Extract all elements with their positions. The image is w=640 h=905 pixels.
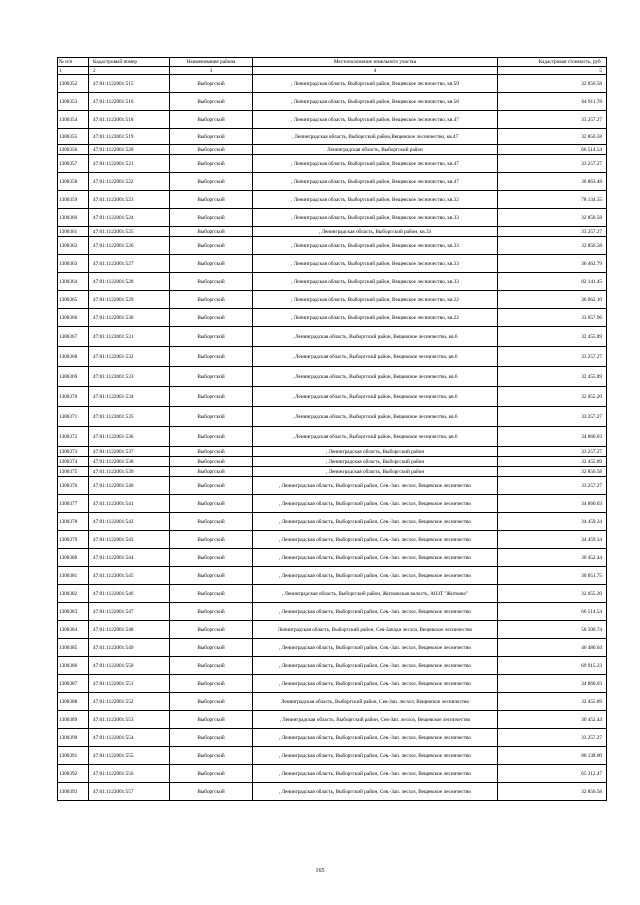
cadastral-value: 33 257.27: [498, 477, 607, 495]
cadastral-value: 30 452.44: [498, 711, 607, 729]
cadastral-value: 32 455.89: [498, 367, 607, 387]
document-sheet: [57, 57, 602, 801]
row-index: 1300377: [58, 495, 89, 513]
header-index: № п/п: [58, 58, 89, 67]
cadastral-value: 32 055.20: [498, 585, 607, 603]
table-column-number-row: [58, 67, 607, 75]
district-name: Выборгский: [170, 567, 253, 585]
cadastral-value: 34 860.03: [498, 495, 607, 513]
table-row: [58, 145, 607, 155]
row-index: 1300365: [58, 291, 89, 309]
cadastral-number: 47:01:1122001:541: [89, 495, 170, 513]
table-row: [58, 675, 607, 693]
cadastral-value: 34 459.34: [498, 513, 607, 531]
parcel-location: , Ленинградская область, Выборгский район, Сев.-Зап. лесхоз, Вещевское лесничество: [253, 531, 498, 549]
cadastral-number: 47:01:1122001:543: [89, 531, 170, 549]
district-name: Выборгский: [170, 347, 253, 367]
table-row: [58, 237, 607, 255]
cadastral-value: 69 915.23: [498, 657, 607, 675]
district-name: Выборгский: [170, 427, 253, 447]
parcel-location: , Ленинградская область, Выборгский район, Сев.-Зап. лесхоз, Вещевское лесничество: [253, 495, 498, 513]
parcel-location: , Ленинградская область, Выборгский район, Сев.-Зап. лесхоз, Вещевское лесничество: [253, 513, 498, 531]
cadastral-number: 47:01:1122001:519: [89, 129, 170, 145]
parcel-location: , Ленинградская область, Выборгский район: [253, 467, 498, 477]
cadastral-number: 47:01:1122001:545: [89, 567, 170, 585]
table-row: [58, 567, 607, 585]
table-row: [58, 327, 607, 347]
row-index: 1300386: [58, 657, 89, 675]
row-index: 1300378: [58, 513, 89, 531]
cadastral-value: 80 138.00: [498, 747, 607, 765]
table-row: [58, 603, 607, 621]
table-row: [58, 693, 607, 711]
district-name: Выборгский: [170, 227, 253, 237]
cadastral-number: 47:01:1122001:527: [89, 255, 170, 273]
district-name: Выборгский: [170, 549, 253, 567]
parcel-location: , Ленинградская область, Выборгский район, Вещевское лесничество, кв.33: [253, 255, 498, 273]
cadastral-number: 47:01:1122001:553: [89, 711, 170, 729]
row-index: 1300357: [58, 155, 89, 173]
cadastral-number: 47:01:1122001:548: [89, 621, 170, 639]
district-name: Выборгский: [170, 457, 253, 467]
cadastral-number: 47:01:1122001:549: [89, 639, 170, 657]
parcel-location: , Ленинградская область, Выборгский район, Вещевское лесничество, кв.59: [253, 75, 498, 93]
district-name: Выборгский: [170, 639, 253, 657]
parcel-location: , Ленинградская область, Выборгский район, Сев.-Зап. лесхоз, Вещевское лесничество: [253, 639, 498, 657]
cadastral-number: 47:01:1122001:535: [89, 407, 170, 427]
parcel-location: , Ленинградская область, Выборгский район, Сев-Зап. лесхоз, Вещевское лесничество: [253, 711, 498, 729]
row-index: 1300359: [58, 191, 89, 209]
parcel-location: Ленинградская область, Выборгский район, Сев-Зап. лесхоз, Вещевское лесничество: [253, 693, 498, 711]
cadastral-number: 47:01:1122001:529: [89, 291, 170, 309]
cadastral-number: 47:01:1122001:526: [89, 237, 170, 255]
table-row: [58, 93, 607, 111]
table-row: [58, 467, 607, 477]
table-row: [58, 495, 607, 513]
table-row: [58, 75, 607, 93]
parcel-location: , Ленинградская область, Выборгский район, кв.33: [253, 227, 498, 237]
cadastral-value: 33 657.96: [498, 309, 607, 327]
table-row: [58, 747, 607, 765]
parcel-location: , Ленинградская область, Выборгский район, Сев.-Зап. лесхоз, Вещевское лесничество: [253, 477, 498, 495]
column-number: 5: [498, 67, 607, 75]
cadastral-number: 47:01:1122001:554: [89, 729, 170, 747]
table-row: [58, 347, 607, 367]
cadastral-number: 47:01:1122001:538: [89, 457, 170, 467]
cadastral-number: 47:01:1122001:525: [89, 227, 170, 237]
row-index: 1300366: [58, 309, 89, 327]
table-row: [58, 427, 607, 447]
cadastral-number: 47:01:1122001:539: [89, 467, 170, 477]
table-row: [58, 367, 607, 387]
district-name: Выборгский: [170, 191, 253, 209]
table-body: [58, 75, 607, 801]
district-name: Выборгский: [170, 111, 253, 129]
table-row: [58, 309, 607, 327]
cadastral-number: 47:01:1122001:537: [89, 447, 170, 457]
row-index: 1300368: [58, 347, 89, 367]
row-index: 1300364: [58, 273, 89, 291]
district-name: Выборгский: [170, 495, 253, 513]
cadastral-number: 47:01:1122001:551: [89, 675, 170, 693]
cadastral-value: 32 856.58: [498, 129, 607, 145]
parcel-location: , Ленинградская область, Выборгский район, Вещевское лесничество, кв.6: [253, 387, 498, 407]
cadastral-value: 32 856.58: [498, 209, 607, 227]
district-name: Выборгский: [170, 327, 253, 347]
district-name: Выборгский: [170, 273, 253, 291]
cadastral-number: 47:01:1122001:533: [89, 367, 170, 387]
cadastral-number: 47:01:1122001:518: [89, 111, 170, 129]
row-index: 1300390: [58, 729, 89, 747]
row-index: 1300381: [58, 567, 89, 585]
cadastral-number: 47:01:1122001:556: [89, 765, 170, 783]
district-name: Выборгский: [170, 729, 253, 747]
parcel-location: , Ленинградская область, Выборгский район, Вещевское лесничество, кв.22: [253, 309, 498, 327]
cadastral-number: 47:01:1122001:555: [89, 747, 170, 765]
parcel-location: , Ленинградская область, Выборгский район, Вещевское лесничество, кв.33: [253, 209, 498, 227]
row-index: 1300375: [58, 467, 89, 477]
cadastral-value: 46 480.04: [498, 639, 607, 657]
cadastral-number: 47:01:1122001:528: [89, 273, 170, 291]
cadastral-number: 47:01:1122001:547: [89, 603, 170, 621]
parcel-location: , Ленинградская область, Выборгский район, Сев.-Зап. лесхоз, Вещевское лесничество: [253, 783, 498, 801]
row-index: 1300373: [58, 447, 89, 457]
row-index: 1300352: [58, 75, 89, 93]
row-index: 1300388: [58, 693, 89, 711]
cadastral-value: 32 856.58: [498, 783, 607, 801]
cadastral-number: 47:01:1122001:522: [89, 173, 170, 191]
district-name: Выборгский: [170, 255, 253, 273]
district-name: Выборгский: [170, 367, 253, 387]
table-row: [58, 621, 607, 639]
parcel-location: , Ленинградская область, Выборгский район, Сев.-Зап. лесхоз, Вещевское лесничество: [253, 549, 498, 567]
district-name: Выборгский: [170, 657, 253, 675]
row-index: 1300393: [58, 783, 89, 801]
row-index: 1300392: [58, 765, 89, 783]
district-name: Выборгский: [170, 585, 253, 603]
parcel-location: , Ленинградская область, Выборгский район, Вещевское лесничество, кв.6: [253, 367, 498, 387]
cadastral-number: 47:01:1122001:521: [89, 155, 170, 173]
cadastral-number: 47:01:1122001:557: [89, 783, 170, 801]
row-index: 1300361: [58, 227, 89, 237]
row-index: 1300380: [58, 549, 89, 567]
row-index: 1300372: [58, 427, 89, 447]
district-name: Выборгский: [170, 209, 253, 227]
cadastral-number: 47:01:1122001:552: [89, 693, 170, 711]
parcel-location: , Ленинградская область, Выборгский район, Сев.-Зап. лесхоз, Вещевское лесничество: [253, 747, 498, 765]
parcel-location: , Ленинградская область, Выборгский район, Вещевское лесничество, кв.47: [253, 111, 498, 129]
row-index: 1300387: [58, 675, 89, 693]
table-row: [58, 209, 607, 227]
table-row: [58, 457, 607, 467]
district-name: Выборгский: [170, 621, 253, 639]
cadastral-value: 82 141.45: [498, 273, 607, 291]
header-district: Наименование района: [170, 58, 253, 67]
header-cadastral-value: Кадастровая стоимость, руб.: [498, 58, 607, 67]
district-name: Выборгский: [170, 387, 253, 407]
row-index: 1300371: [58, 407, 89, 427]
cadastral-number: 47:01:1122001:536: [89, 427, 170, 447]
table-row: [58, 477, 607, 495]
cadastral-number: 47:01:1122001:520: [89, 145, 170, 155]
row-index: 1300369: [58, 367, 89, 387]
row-index: 1300384: [58, 621, 89, 639]
row-index: 1300353: [58, 93, 89, 111]
table-row: [58, 585, 607, 603]
cadastral-value: 32 455.89: [498, 327, 607, 347]
cadastral-value: 33 257.27: [498, 447, 607, 457]
row-index: 1300370: [58, 387, 89, 407]
parcel-location: , Ленинградская область, Выборгский район, Вещевское лесничество, кв.6: [253, 427, 498, 447]
cadastral-value: 30 051.75: [498, 567, 607, 585]
row-index: 1300358: [58, 173, 89, 191]
cadastral-number: 47:01:1122001:530: [89, 309, 170, 327]
parcel-location: , Ленинградская область, Выборгский район, Сев.-Зап. лесхоз, Вещевское лесничество: [253, 603, 498, 621]
cadastral-value: 64 911.78: [498, 93, 607, 111]
district-name: Выборгский: [170, 467, 253, 477]
cadastral-value: 78 134.55: [498, 191, 607, 209]
district-name: Выборгский: [170, 783, 253, 801]
district-name: Выборгский: [170, 145, 253, 155]
district-name: Выборгский: [170, 693, 253, 711]
cadastral-value: 36 863.48: [498, 173, 607, 191]
parcel-location: , Ленинградская область, Выборгский район: [253, 447, 498, 457]
district-name: Выборгский: [170, 237, 253, 255]
table-row: [58, 111, 607, 129]
row-index: 1300382: [58, 585, 89, 603]
row-index: 1300383: [58, 603, 89, 621]
table-row: [58, 129, 607, 145]
table-row: [58, 711, 607, 729]
cadastral-number: 47:01:1122001:515: [89, 75, 170, 93]
district-name: Выборгский: [170, 93, 253, 111]
parcel-location: , Ленинградская область, Выборгский район, Вещевское лесничество, кв.47: [253, 173, 498, 191]
table-row: [58, 387, 607, 407]
table-row: [58, 657, 607, 675]
row-index: 1300376: [58, 477, 89, 495]
district-name: Выборгский: [170, 477, 253, 495]
header-location: Местоположение земельного участка: [253, 58, 498, 67]
table-row: [58, 765, 607, 783]
cadastral-value: 33 257.27: [498, 155, 607, 173]
table-row: [58, 227, 607, 237]
cadastral-number: 47:01:1122001:534: [89, 387, 170, 407]
table-row: [58, 549, 607, 567]
cadastral-value: 33 257.27: [498, 347, 607, 367]
table-row: [58, 173, 607, 191]
table-row: [58, 447, 607, 457]
parcel-location: , Ленинградская область, Выборгский район, Вещевское лесничество, кв.33: [253, 273, 498, 291]
table-row: [58, 255, 607, 273]
parcel-location: , Ленинградская область, Выборгский район, Сев.-Зап. лесхоз, Вещевское лесничество: [253, 657, 498, 675]
table-row: [58, 273, 607, 291]
column-number: 4: [253, 67, 498, 75]
cadastral-value: 36 462.79: [498, 255, 607, 273]
page-number: 165: [315, 868, 325, 874]
table-row: [58, 407, 607, 427]
cadastral-value: 32 856.58: [498, 237, 607, 255]
table-row: [58, 531, 607, 549]
cadastral-value: 36 062.10: [498, 291, 607, 309]
cadastral-value: 58 500.74: [498, 621, 607, 639]
parcel-location: , Ленинградская область, Выборгский район, Вещевское лесничество, кв.47: [253, 155, 498, 173]
row-index: 1300360: [58, 209, 89, 227]
parcel-location: Ленинградская область, Выборгский район: [253, 145, 498, 155]
table-row: [58, 291, 607, 309]
row-index: 1300363: [58, 255, 89, 273]
parcel-location: , Ленинградская область, Выборгский район, Сев.-Зап. лесхоз, Вещевское лесничество: [253, 765, 498, 783]
cadastral-value: 32 055.20: [498, 387, 607, 407]
parcel-location: , Ленинградская область, Выборгский район: [253, 457, 498, 467]
cadastral-number: 47:01:1122001:544: [89, 549, 170, 567]
district-name: Выборгский: [170, 75, 253, 93]
row-index: 1300389: [58, 711, 89, 729]
parcel-location: , Ленинградская область, Выборгский район, Вещевское лесничество, кв.6: [253, 347, 498, 367]
district-name: Выборгский: [170, 711, 253, 729]
cadastral-value: 33 257.27: [498, 407, 607, 427]
row-index: 1300362: [58, 237, 89, 255]
cadastral-value: 33 257.27: [498, 227, 607, 237]
table-row: [58, 639, 607, 657]
district-name: Выборгский: [170, 675, 253, 693]
parcel-location: , Ленинградская область, Выборгский район, Вещевское лесничество, кв.6: [253, 327, 498, 347]
cadastral-value: 66 514.54: [498, 145, 607, 155]
header-cadastral-number: Кадастровый номер: [89, 58, 170, 67]
district-name: Выборгский: [170, 173, 253, 191]
cadastral-value: 33 257.27: [498, 111, 607, 129]
row-index: 1300391: [58, 747, 89, 765]
district-name: Выборгский: [170, 531, 253, 549]
district-name: Выборгский: [170, 309, 253, 327]
district-name: Выборгский: [170, 447, 253, 457]
parcel-location: , Ленинградская область, Выборгский район, Вещевское лесничество, кв.6: [253, 407, 498, 427]
table-header-row: [58, 58, 607, 67]
column-number: 2: [89, 67, 170, 75]
table-row: [58, 783, 607, 801]
cadastral-value: 34 860.03: [498, 675, 607, 693]
cadastral-number: 47:01:1122001:524: [89, 209, 170, 227]
cadastral-value: 30 452.44: [498, 549, 607, 567]
cadastral-value: 66 514.54: [498, 603, 607, 621]
table-row: [58, 155, 607, 173]
table-row: [58, 513, 607, 531]
row-index: 1300367: [58, 327, 89, 347]
cadastral-number: 47:01:1122001:532: [89, 347, 170, 367]
cadastral-number: 47:01:1122001:531: [89, 327, 170, 347]
cadastral-value: 34 459.34: [498, 531, 607, 549]
parcel-location: , Ленинградская область, Выборгский район, Сев.-Зап. лесхоз, Вещевское лесничество: [253, 567, 498, 585]
parcel-location: , Ленинградская область, Выборгский район, Вещевское лесничество, кв.32: [253, 191, 498, 209]
row-index: 1300379: [58, 531, 89, 549]
district-name: Выборгский: [170, 765, 253, 783]
cadastral-number: 47:01:1122001:550: [89, 657, 170, 675]
parcel-location: Ленинградская область, Выборгский район, Сев-Западн лесхоз, Вещевское лесничество: [253, 621, 498, 639]
cadastral-number: 47:01:1122001:542: [89, 513, 170, 531]
cadastral-number: 47:01:1122001:516: [89, 93, 170, 111]
row-index: 1300385: [58, 639, 89, 657]
cadastral-value: 32 455.89: [498, 457, 607, 467]
district-name: Выборгский: [170, 603, 253, 621]
row-index: 1300354: [58, 111, 89, 129]
parcel-location: , Ленинградская область, Выборгский район, Житковская волость, АОЗТ "Житково": [253, 585, 498, 603]
cadastral-value: 65 312.47: [498, 765, 607, 783]
cadastral-value: 33 257.27: [498, 729, 607, 747]
parcel-location: , Ленинградская область, Выборгский район, Сев.-Зап. лесхоз, Вещевское лесничество: [253, 675, 498, 693]
table-row: [58, 191, 607, 209]
district-name: Выборгский: [170, 129, 253, 145]
cadastral-value-table: [57, 57, 607, 801]
cadastral-number: 47:01:1122001:546: [89, 585, 170, 603]
column-number: 1: [58, 67, 89, 75]
cadastral-number: 47:01:1122001:523: [89, 191, 170, 209]
table-row: [58, 729, 607, 747]
cadastral-value: 34 860.03: [498, 427, 607, 447]
parcel-location: , Ленинградская область, Выборгский район, Вещевское лесничество, кв.22: [253, 291, 498, 309]
district-name: Выборгский: [170, 155, 253, 173]
district-name: Выборгский: [170, 513, 253, 531]
row-index: 1300374: [58, 457, 89, 467]
parcel-location: , Ленинградская область, Выборгский район, Сев.-Зап. лесхоз, Вещевское лесничество: [253, 729, 498, 747]
cadastral-value: 32 856.58: [498, 75, 607, 93]
district-name: Выборгский: [170, 407, 253, 427]
parcel-location: , Ленинградская область, Выборгский район,Вещевское лесничество, кв.47: [253, 129, 498, 145]
cadastral-value: 32 856.58: [498, 467, 607, 477]
parcel-location: , Ленинградская область, Выборгский район, Вещевское лесничество, кв.33: [253, 237, 498, 255]
parcel-location: , Ленинградская область, Выборгский район, Вещевское лесничество, кв.58: [253, 93, 498, 111]
row-index: 1300355: [58, 129, 89, 145]
column-number: 3: [170, 67, 253, 75]
row-index: 1300356: [58, 145, 89, 155]
cadastral-number: 47:01:1122001:540: [89, 477, 170, 495]
cadastral-value: 32 455.89: [498, 693, 607, 711]
district-name: Выборгский: [170, 291, 253, 309]
district-name: Выборгский: [170, 747, 253, 765]
